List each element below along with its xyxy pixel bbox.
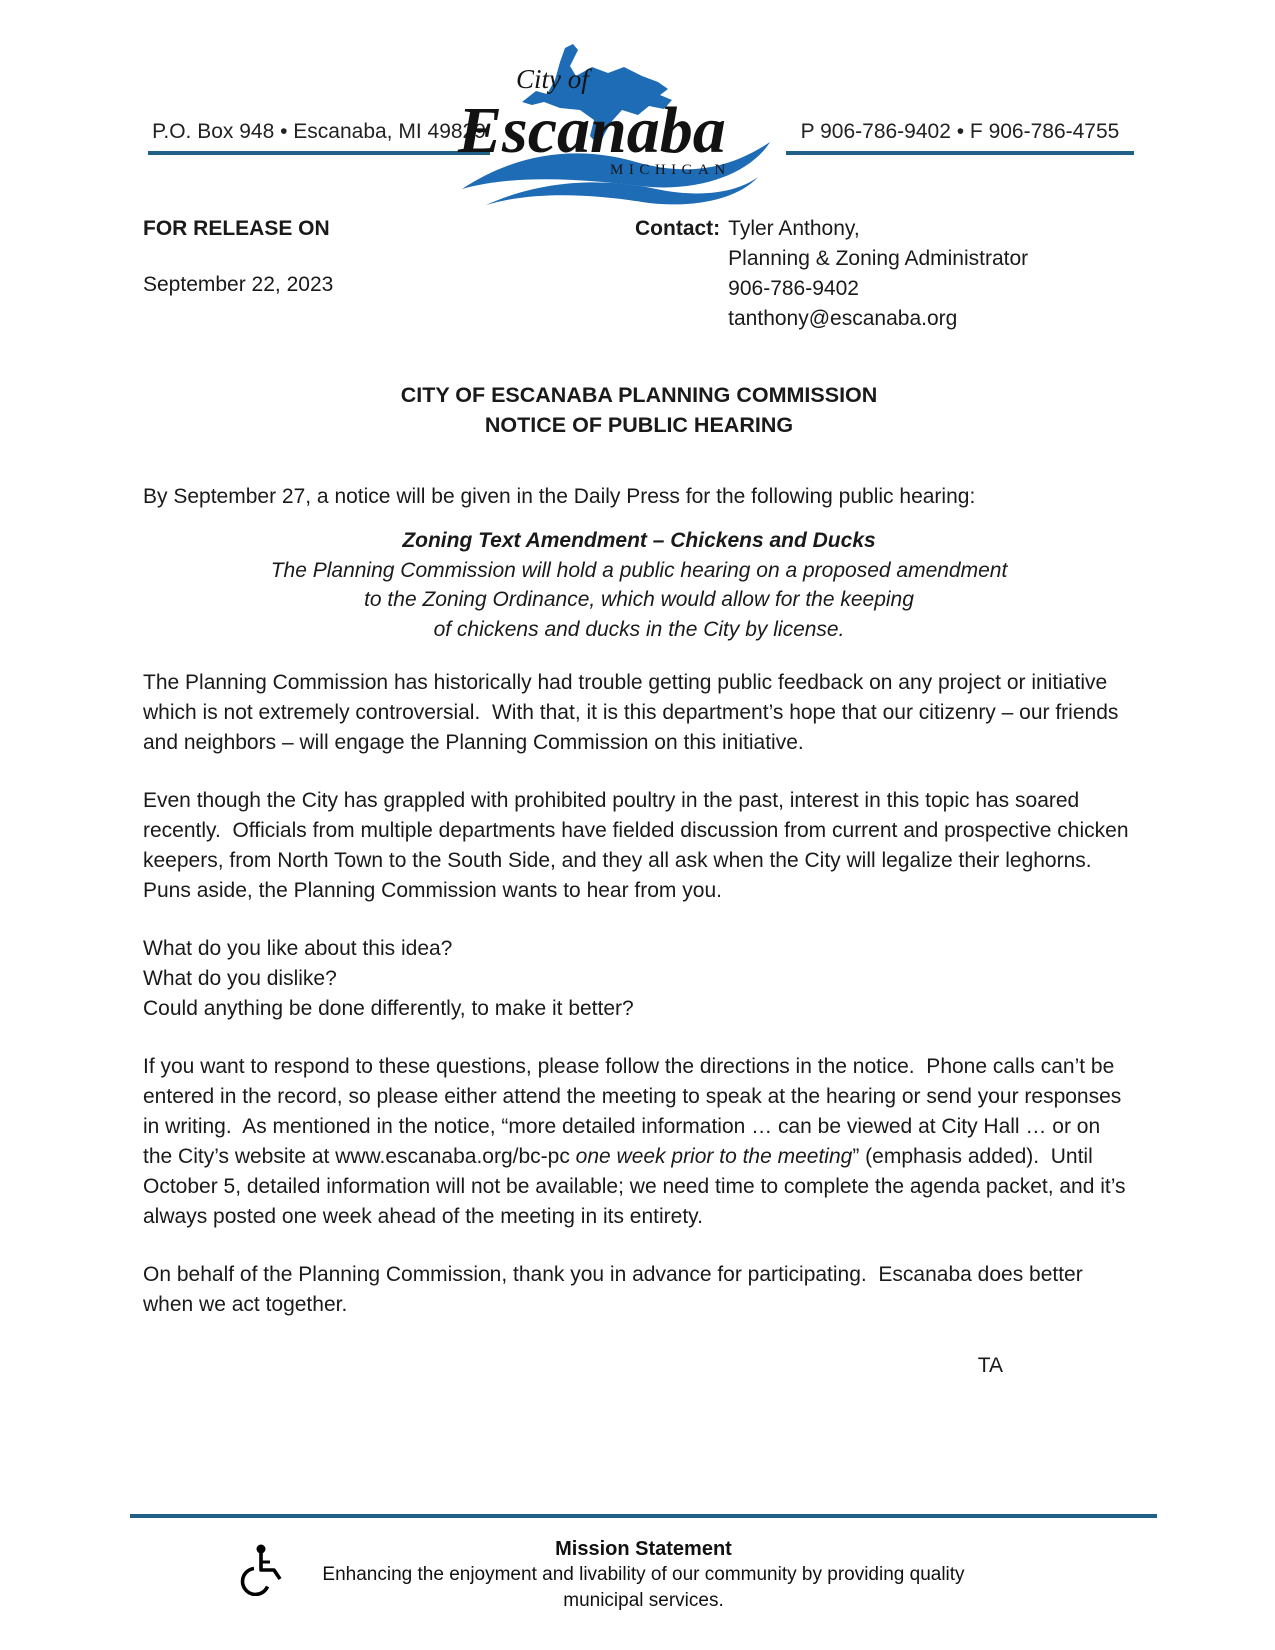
contact-details <box>728 214 1028 334</box>
wheelchair-accessibility-icon <box>238 1542 282 1596</box>
question-dislike: What do you dislike? <box>143 967 337 990</box>
release-block <box>143 214 635 334</box>
release-date: September 22, 2023 <box>143 273 334 296</box>
release-label: FOR RELEASE ON <box>143 217 330 240</box>
logo-city-of: City of <box>516 64 589 94</box>
letter-body <box>0 214 1275 1378</box>
contact-title: Planning & Zoning Administrator <box>728 247 1029 270</box>
contact-name: Tyler Anthony, <box>728 217 860 240</box>
question-improve: Could anything be done differently, to make it better? <box>143 997 634 1020</box>
mission-title: Mission Statement <box>555 1538 732 1560</box>
release-contact-block <box>143 214 1135 334</box>
hearing-announcement <box>143 526 1135 644</box>
letterhead <box>0 0 1275 208</box>
document-title <box>143 380 1135 440</box>
questions-block <box>143 934 1135 1024</box>
hearing-line1: The Planning Commission will hold a public hearing on a proposed amendment <box>270 558 1008 582</box>
hearing-line3: of chickens and ducks in the City by license. <box>433 617 845 641</box>
paragraph-thanks: On behalf of the Planning Commission, thank you in advance for participating. Escanaba does better when we act together. <box>143 1263 1089 1316</box>
document-title-line2: NOTICE OF PUBLIC HEARING <box>484 413 794 437</box>
paragraph-interest: Even though the City has grappled with prohibited poultry in the past, interest in this topic has soared recently. Officials from multiple departments have fielded discussion from current and prospective chicken keepers, from North Town to the South Side, and they all ask when the City will legalize their leghorns. Puns aside, the Planning Commission wants to hear from you. <box>143 789 1135 902</box>
paragraph-respond: If you want to respond to these questions, please follow the directions in the notice. Phone calls can’t be entered in the record, so please either attend the meeting to speak at the hearing or send your responses in writing. As mentioned in the notice, “more detailed information … can be viewed at City Hall … or on the City’s website at www.escanaba.org/bc-pc one week prior to the meeting” (emphasis added). Until October 5, detailed information will not be available; we need time to complete the agenda packet, and it’s always posted one week ahead of the meeting in its entirety. <box>143 1055 1132 1228</box>
city-of-escanaba-logo <box>452 36 788 208</box>
logo-graphic <box>452 36 788 208</box>
intro-paragraph: By September 27, a notice will be given in the Daily Press for the following public hearing: <box>143 485 976 508</box>
contact-block <box>635 214 1028 334</box>
contact-email: tanthony@escanaba.org <box>728 307 958 330</box>
mission-statement-block <box>130 1536 1157 1614</box>
document-title-line1: CITY OF ESCANABA PLANNING COMMISSION <box>400 383 878 407</box>
author-initials: TA <box>977 1354 1003 1377</box>
mission-line1: Enhancing the enjoyment and livability of our community by providing quality <box>322 1564 965 1585</box>
logo-state: MICHIGAN <box>610 162 731 178</box>
hearing-line2: to the Zoning Ordinance, which would allow for the keeping <box>364 588 914 611</box>
footer <box>130 1514 1157 1614</box>
paragraph-feedback: The Planning Commission has historically had trouble getting public feedback on any project or initiative which is not extremely controversial. With that, it is this department’s hope that our citizenry – our friends and neighbors – will engage the Planning Commission on this initiative. <box>143 671 1125 754</box>
letterhead-address: P.O. Box 948 • Escanaba, MI 49829 <box>148 120 490 155</box>
letterhead-phone-fax: P 906-786-9402 • F 906-786-4755 <box>786 120 1134 155</box>
contact-label: Contact: <box>635 217 721 240</box>
hearing-title: Zoning Text Amendment – Chickens and Ducks <box>402 529 876 552</box>
mission-line2: municipal services. <box>563 1590 724 1611</box>
contact-phone: 906-786-9402 <box>728 277 859 300</box>
logo-name: Escanaba <box>458 94 726 167</box>
question-like: What do you like about this idea? <box>143 937 453 960</box>
